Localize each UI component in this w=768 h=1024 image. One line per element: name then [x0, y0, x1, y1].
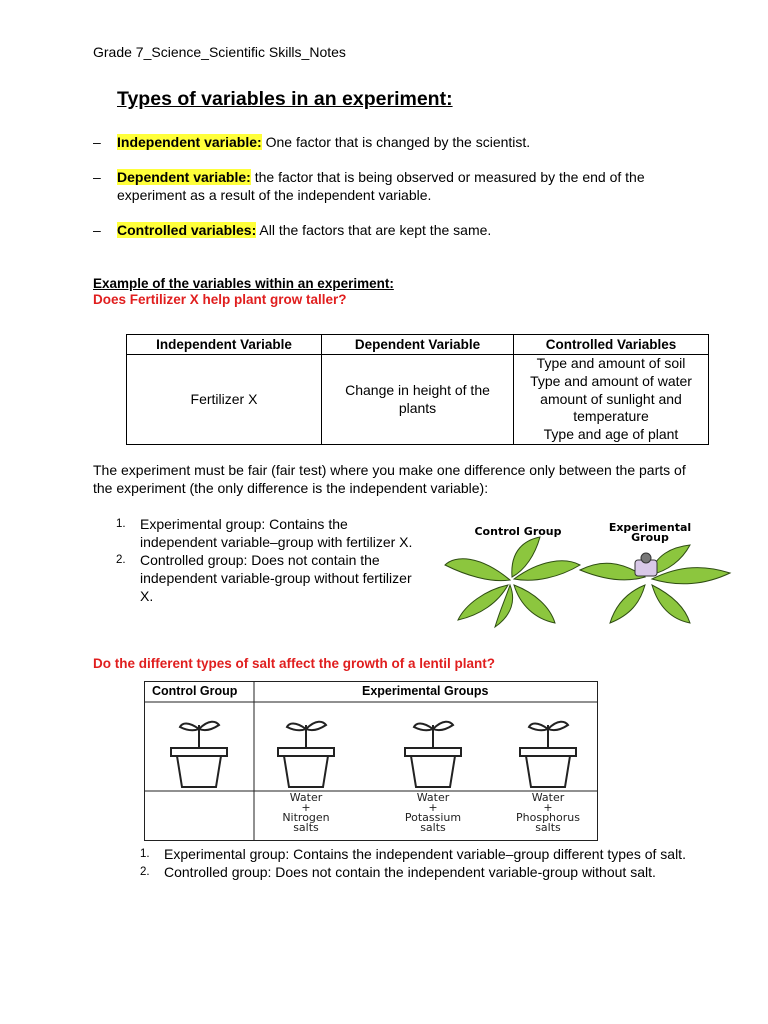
- list-item: [116, 551, 418, 605]
- term-dependent: Dependent variable:: [117, 169, 251, 185]
- list-number: 1.: [116, 518, 126, 530]
- controlled-item: Type and amount of soil: [536, 355, 686, 371]
- bullet-dash: –: [93, 169, 101, 185]
- pot-label-line: +: [301, 801, 311, 814]
- definition-text: All the factors that are kept the same.: [256, 222, 492, 238]
- term-controlled: Controlled variables:: [117, 222, 257, 238]
- pot-label-line: salts: [293, 821, 319, 834]
- list-number: 1.: [140, 848, 150, 860]
- pot-label-line: salts: [420, 821, 446, 834]
- pot-label-line: Water: [289, 791, 323, 804]
- controlled-item: amount of sunlight and temperature: [540, 390, 682, 425]
- control-group-label: Control Group: [474, 525, 562, 538]
- pot-label-line: Water: [416, 791, 450, 804]
- table-header: Independent Variable: [127, 335, 322, 355]
- bullet-dash: –: [93, 134, 101, 150]
- plant-illustration: [440, 515, 735, 630]
- list-item: [140, 863, 715, 881]
- pot-icon: [171, 722, 227, 787]
- pot-label-line: Nitrogen: [282, 811, 330, 824]
- fertilizer-figure: [440, 515, 735, 630]
- list-item: [116, 515, 418, 551]
- list-number: 2.: [140, 866, 150, 878]
- group-list-2: [140, 845, 715, 881]
- definition-text: One factor that is changed by the scientist.: [261, 134, 531, 150]
- list-text: Experimental group: Contains the independent variable–group different types of salt.: [164, 846, 686, 862]
- list-text: Experimental group: Contains the independent variable–group with fertilizer X.: [140, 516, 413, 550]
- pot-label-line: Potassium: [404, 811, 462, 824]
- pot-icon: [278, 722, 334, 787]
- group-list-1: [116, 515, 418, 605]
- definition-dependent: [93, 168, 683, 204]
- pot-icon: [405, 722, 461, 787]
- fair-test-paragraph: The experiment must be fair (fair test) where you make one difference only between the parts of the experiment (the only difference is the independent variable):: [93, 462, 686, 496]
- lentil-diagram: [144, 681, 598, 841]
- controlled-item: Type and age of plant: [543, 426, 679, 443]
- definition-controlled: [93, 221, 683, 239]
- pot-label-line: Phosphorus: [516, 811, 580, 824]
- table-header: Controlled Variables: [514, 335, 709, 355]
- variables-table: [126, 334, 709, 445]
- pot-label-line: Water: [531, 791, 565, 804]
- example-heading: Example of the variables within an experiment:: [93, 276, 394, 291]
- bullet-dash: –: [93, 222, 101, 238]
- definition-independent: [93, 133, 683, 151]
- experimental-groups-header: Experimental Groups: [362, 684, 489, 698]
- page-header: Grade 7_Science_Scientific Skills_Notes: [93, 44, 346, 60]
- pot-label-nitrogen: [271, 793, 341, 833]
- pot-label-line: +: [543, 801, 553, 814]
- table-cell-independent: Fertilizer X: [127, 355, 322, 445]
- table-cell-controlled: [514, 355, 709, 445]
- page-title: Types of variables in an experiment:: [117, 88, 453, 110]
- control-plant-icon: [445, 537, 580, 627]
- table-header: Dependent Variable: [322, 335, 514, 355]
- table-cell-dependent: [322, 355, 514, 445]
- list-text: Controlled group: Does not contain the independent variable-group without salt.: [164, 864, 656, 880]
- control-group-header: Control Group: [152, 684, 238, 698]
- controlled-item: Type and amount of water: [530, 372, 692, 389]
- list-item: [140, 845, 715, 863]
- pot-label-line: +: [428, 801, 438, 814]
- definition-text: the factor that is being observed or measured by the end of the experiment as a result of the independent variable.: [117, 169, 645, 203]
- pot-icon: [520, 722, 576, 787]
- pot-label-potassium: [394, 793, 472, 833]
- term-independent: Independent variable:: [117, 134, 262, 150]
- list-number: 2.: [116, 554, 126, 566]
- dependent-value: Change in height of the plants: [345, 382, 490, 417]
- pot-label-line: salts: [535, 821, 561, 834]
- example-question: Does Fertilizer X help plant grow taller?: [93, 292, 347, 307]
- experimental-plant-icon: [580, 545, 730, 623]
- pot-label-phosphorus: [506, 793, 590, 833]
- experimental-group-label: Experimental Group: [608, 521, 692, 544]
- salt-question: Do the different types of salt affect the growth of a lentil plant?: [93, 656, 496, 671]
- list-text: Controlled group: Does not contain the independent variable-group without fertilizer X.: [140, 552, 412, 604]
